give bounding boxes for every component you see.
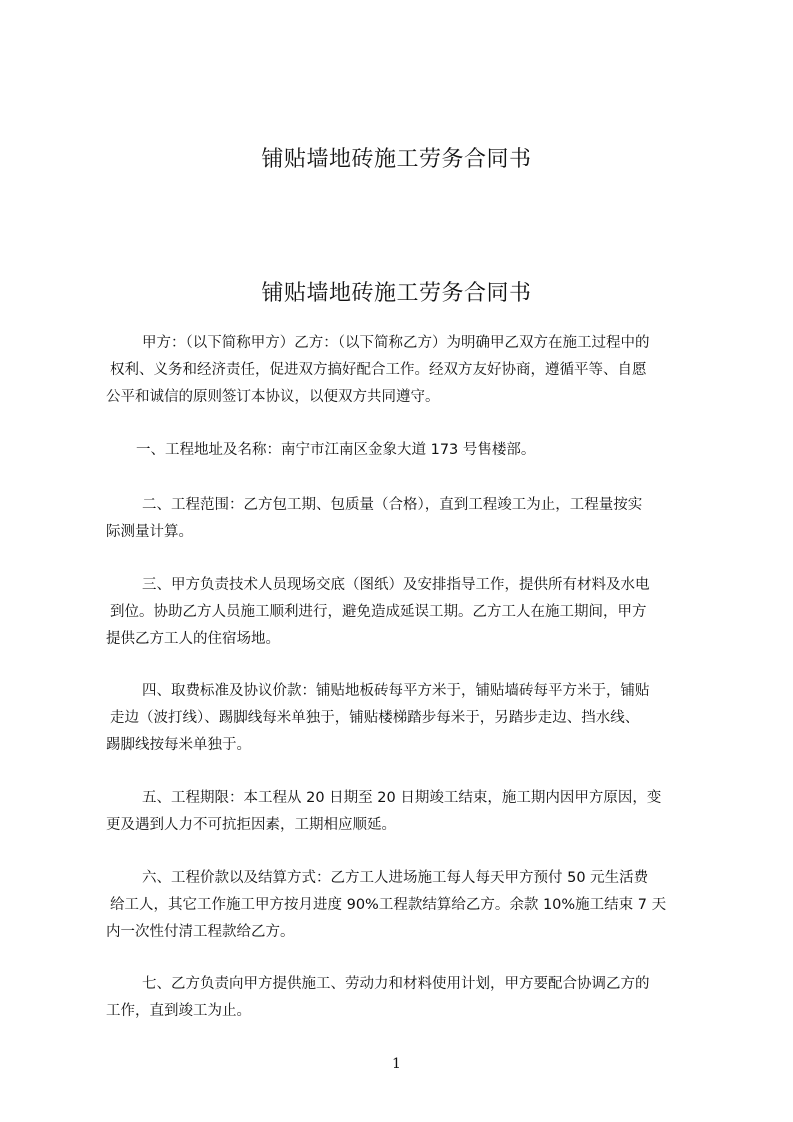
paragraph-line: 七、乙方负责向甲方提供施工、劳动力和材料使用计划，甲方要配合协调乙方的 xyxy=(142,976,650,992)
contract-title: 铺贴墙地砖施工劳务合同书 xyxy=(261,281,532,306)
paragraph-line: 四、取费标准及协议价款：铺贴地板砖每平方米于，铺贴墙砖每平方米于，铺贴 xyxy=(142,683,650,699)
clause-2-paragraph xyxy=(106,492,700,546)
paragraph-line: 内一次性付清工程款给乙方。 xyxy=(106,924,295,940)
paragraph-line: 给工人，其它工作施工甲方按月进度 90%工程款结算给乙方。余款 10%施工结束 7 天 xyxy=(110,897,667,913)
paragraph-line: 六、工程价款以及结算方式：乙方工人进场施工每人每天甲方预付 50 元生活费 xyxy=(142,870,649,886)
paragraph-line: 公平和诚信的原则签订本协议，以便双方共同遵守。 xyxy=(106,389,440,405)
page-number: 1 xyxy=(392,1056,401,1072)
paragraph-line: 权利、义务和经济责任，促进双方搞好配合工作。经双方友好协商，遵循平等、自愿 xyxy=(110,362,647,378)
clause-3-paragraph xyxy=(106,572,700,653)
paragraph-line: 更及遇到人力不可抗拒因素，工期相应顺延。 xyxy=(106,817,396,833)
clause-6-paragraph xyxy=(106,865,700,946)
paragraph-line: 甲方：（以下简称甲方）乙方：（以下简称乙方）为明确甲乙双方在施工过程中的 xyxy=(142,335,650,351)
paragraph-line: 工作，直到竣工为止。 xyxy=(106,1003,251,1019)
preamble-paragraph xyxy=(106,330,700,411)
paragraph-line: 一、工程地址及名称：南宁市江南区金象大道 173 号售楼部。 xyxy=(136,442,536,458)
clause-7-paragraph xyxy=(106,971,700,1025)
paragraph-line: 走边（波打线）、踢脚线每米单独于，铺贴楼梯踏步每米于，另踏步走边、挡水线、 xyxy=(110,710,640,726)
paragraph-line: 际测量计算。 xyxy=(106,524,193,540)
clause-5-paragraph xyxy=(106,785,700,839)
clause-1-paragraph xyxy=(106,437,700,464)
clause-4-paragraph xyxy=(106,678,700,759)
paragraph-line: 提供乙方工人的住宿场地。 xyxy=(106,631,280,647)
document-title: 铺贴墙地砖施工劳务合同书 xyxy=(261,147,532,172)
paragraph-line: 到位。协助乙方人员施工顺利进行，避免造成延误工期。乙方工人在施工期间，甲方 xyxy=(110,604,647,620)
paragraph-line: 踢脚线按每米单独于。 xyxy=(106,737,251,753)
paragraph-line: 三、甲方负责技术人员现场交底（图纸）及安排指导工作，提供所有材料及水电 xyxy=(142,577,650,593)
paragraph-line: 二、工程范围：乙方包工期、包质量（合格），直到工程竣工为止，工程量按实 xyxy=(142,497,643,513)
paragraph-line: 五、工程期限：本工程从 20 日期至 20 日期竣工结束，施工期内因甲方原因，变 xyxy=(142,790,662,806)
